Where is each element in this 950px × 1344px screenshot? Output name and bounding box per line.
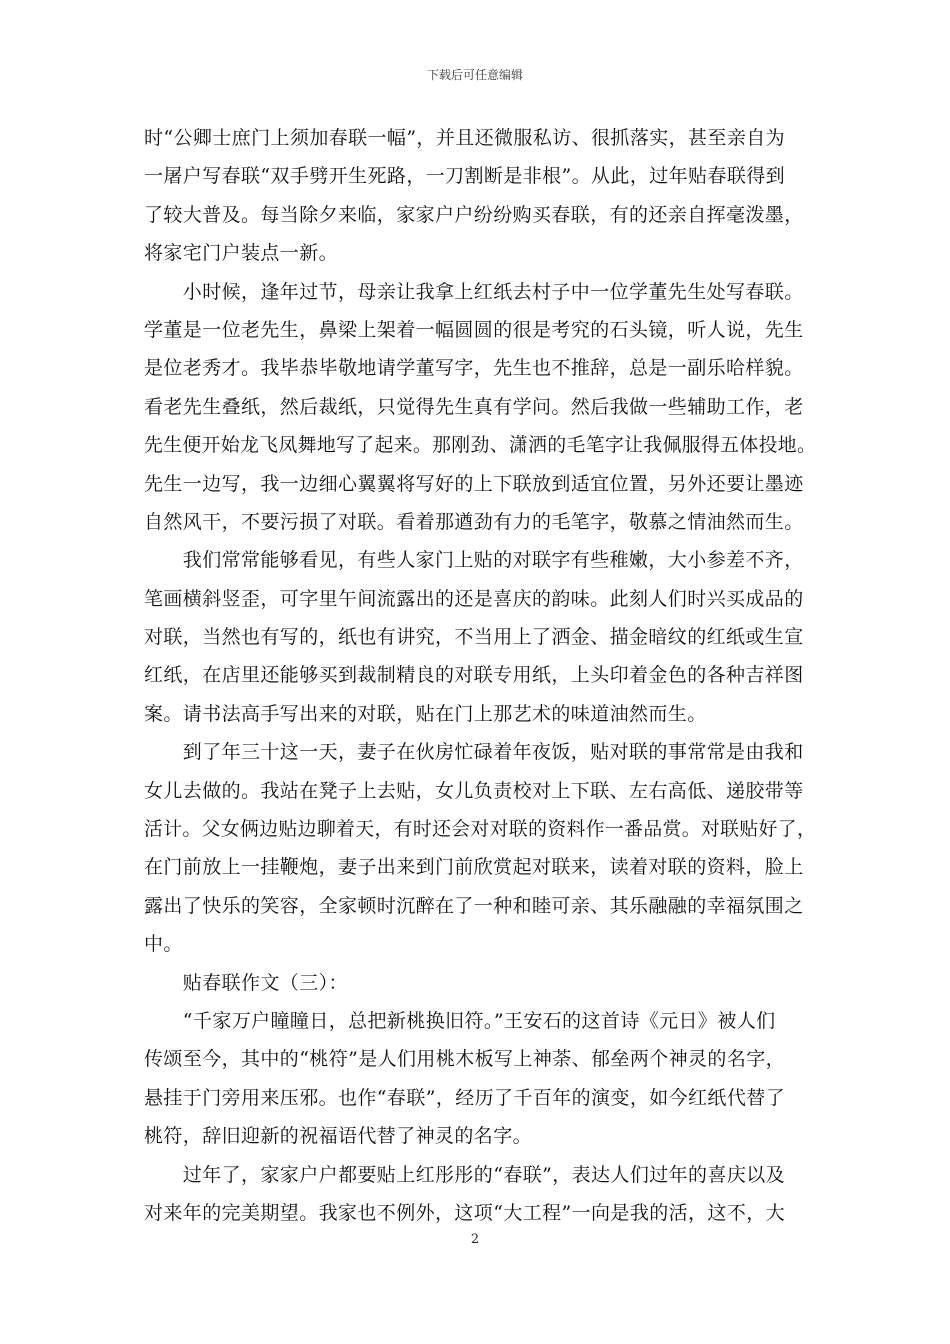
body-text <box>144 119 816 1232</box>
text-line: 露出了快乐的笑容，全家顿时沉醉在了一种和睦可亲、其乐融融的幸福氛围之 <box>144 894 804 917</box>
text-line: 我们常常能够看见，有些人家门上贴的对联字有些稚嫩，大小参差不齐， <box>144 549 804 572</box>
text-line: 过年了，家家户户都要贴上红彤彤的“春联”，表达人们过年的喜庆以及 <box>144 1163 786 1186</box>
text-line: 对联，当然也有写的，纸也有讲究，不当用上了洒金、描金暗纹的红纸或生宣 <box>144 626 804 649</box>
section-heading: 贴春联作文（三）： <box>144 971 348 994</box>
text-line: 到了年三十这一天，妻子在伙房忙碌着年夜饭，贴对联的事常常是由我和 <box>144 741 804 764</box>
text-line: 对来年的完美期望。我家也不例外，这项“大工程”一向是我的活，这不，大 <box>144 1201 786 1224</box>
text-line: 将家宅门户装点一新。 <box>144 242 339 265</box>
text-line: 先生便开始龙飞凤舞地写了起来。那刚劲、潇洒的毛笔字让我佩服得五体投地。 <box>144 434 817 457</box>
text-line: 活计。父女俩边贴边聊着天，有时还会对对联的资料作一番品赏。对联贴好了， <box>144 818 817 841</box>
text-line: 中。 <box>144 933 183 956</box>
text-line: 案。请书法高手写出来的对联，贴在门上那艺术的味道油然而生。 <box>144 702 707 725</box>
text-line: 自然风干，不要污损了对联。看着那遒劲有力的毛笔字，敬慕之情油然而生。 <box>144 510 804 533</box>
page-header: 下载后可任意编辑 <box>426 68 523 82</box>
page-number: 2 <box>470 1232 480 1247</box>
text-line: 了较大普及。每当除夕来临，家家户户纷纷购买春联，有的还亲自挥毫泼墨， <box>144 203 804 226</box>
text-line: 笔画横斜竖歪，可字里午间流露出的还是喜庆的韵味。此刻人们时兴买成品的 <box>144 587 804 610</box>
text-line: 红纸，在店里还能够买到裁制精良的对联专用纸，上头印着金色的各种吉祥图 <box>144 664 804 687</box>
text-line: 是位老秀才。我毕恭毕敬地请学董写字，先生也不推辞，总是一副乐哈样貌。 <box>144 357 804 380</box>
text-line: 时“公卿士庶门上须加春联一幅”，并且还微服私访、很抓落实，甚至亲自为 <box>144 127 786 149</box>
text-line: 学董是一位老先生，鼻梁上架着一幅圆圆的很是考究的石头镜，听人说，先生 <box>144 318 804 341</box>
text-line: 先生一边写，我一边细心翼翼将写好的上下联放到适宜位置，另外还要让墨迹 <box>144 472 804 495</box>
text-line: “千家万户瞳瞳日，总把新桃换旧符。”王安石的这首诗《元日》被人们 <box>144 1009 776 1032</box>
text-line: 看老先生叠纸，然后裁纸，只觉得先生真有学问。然后我做一些辅助工作，老 <box>144 395 804 418</box>
text-line: 悬挂于门旁用来压邪。也作“春联”，经历了千百年的演变，如今红纸代替了 <box>144 1086 786 1109</box>
text-line: 传颂至今，其中的“桃符”是人们用桃木板写上神荼、郁垒两个神灵的名字， <box>144 1048 786 1071</box>
text-line: 小时候，逢年过节，母亲让我拿上红纸去村子中一位学董先生处写春联。 <box>144 280 804 303</box>
text-line: 女儿去做的。我站在凳子上去贴，女儿负责校对上下联、左右高低、递胶带等 <box>144 779 804 802</box>
text-line: 在门前放上一挂鞭炮，妻子出来到门前欣赏起对联来，读着对联的资料，脸上 <box>144 856 804 879</box>
text-line: 一屠户写春联“双手劈开生死路，一刀割断是非根”。从此，过年贴春联得到 <box>144 165 786 188</box>
text-line: 桃符，辞旧迎新的祝福语代替了神灵的名字。 <box>144 1125 533 1148</box>
